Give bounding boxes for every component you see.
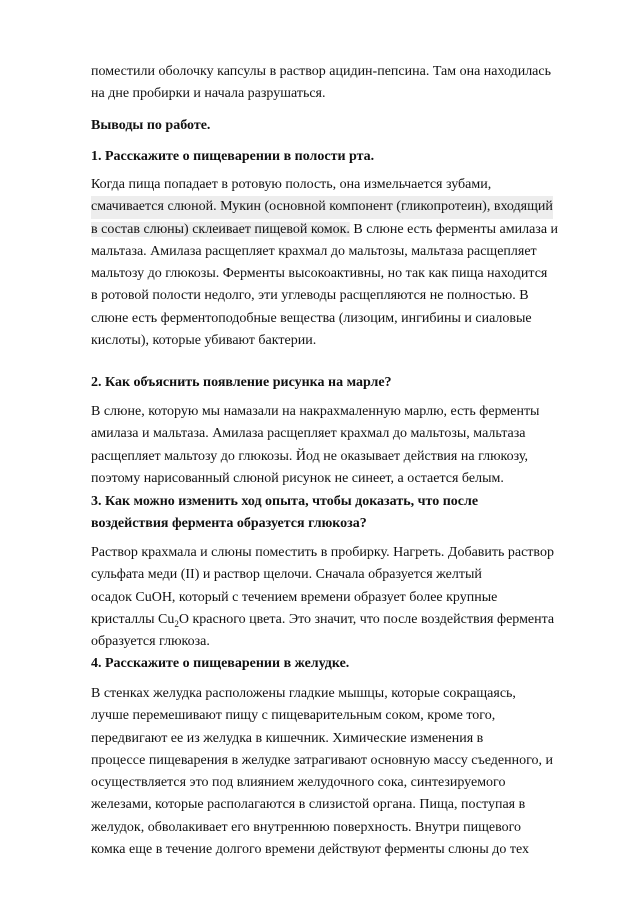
q1-line-3-highlighted-part: в состав слюны) склеивает пищевой комок. (91, 221, 350, 237)
q1-line-6: в ротовой полости недолго, эти углеводы расщепляются не полностью. В (91, 288, 529, 304)
q3-line-4 (91, 609, 601, 631)
q1-line-4: мальтаза. Амилаза расщепляет крахмал до мальтозы, мальтаза расщепляет (91, 243, 537, 259)
q4-line-2: лучше перемешивают пищу с пищеварительным соком, кроме того, (91, 708, 496, 724)
intro-paragraph (91, 61, 601, 106)
q1-line-1: Когда пища попадает в ротовую полость, она измельчается зубами, (91, 177, 492, 192)
q3-heading-line-2: воздействия фермента образуется глюкоза? (91, 516, 367, 532)
q4-line-1: В стенках желудка расположены гладкие мышцы, которые сокращаясь, (91, 686, 516, 701)
q3-line-4-b: O красного цвета. Это значит, что после воздействия фермента (178, 611, 555, 627)
q2-line-1: В слюне, которую мы намазали на накрахмаленную марлю, есть ферменты (91, 404, 540, 419)
q1-answer (91, 174, 601, 352)
q2-line-4: поэтому нарисованный слюной рисунок не синеет, а остается белым. (91, 470, 504, 486)
q3-line-3: осадок CuOH, который с течением времени образует более крупные (91, 589, 498, 605)
q3-line-4-a: кристаллы Cu (91, 611, 175, 627)
q1-heading: 1. Расскажите о пищеварении в полости рта. (91, 149, 375, 164)
q1-line-3-rest: В слюне есть ферменты амилаза и (349, 221, 559, 237)
q2-heading-block (91, 372, 601, 394)
q1-line-5: мальтозу до глюкозы. Ферменты высокоактивны, но так как пища находится (91, 266, 548, 282)
q1-line-2-highlighted: смачивается слюной. Мукин (основной компонент (гликопротеин), входящий (91, 196, 553, 218)
q1-line-8: кислоты), которые убивают бактерии. (91, 333, 317, 349)
q3-line-2: сульфата меди (II) и раствор щелочи. Сначала образуется желтый (91, 567, 482, 583)
q4-line-3: передвигают ее из желудка в кишечник. Химические изменения в (91, 730, 484, 746)
q4-line-5: осуществляется это под влиянием желудочного сока, синтезируемого (91, 775, 506, 791)
q4-answer (91, 683, 601, 861)
q4-line-6: железами, которые располагаются в слизистой органа. Пища, поступая в (91, 797, 526, 813)
q2-heading: 2. Как объяснить появление рисунка на марле? (91, 375, 392, 390)
q3-line-1: Раствор крахмала и слюны поместить в пробирку. Нагреть. Добавить раствор (91, 545, 554, 560)
q3-line-4-subscript: 2 (174, 618, 179, 629)
q3-line-5: образуется глюкоза. (91, 634, 210, 650)
q4-heading-block (91, 653, 601, 675)
q4-line-8: комка еще в течение долгого времени действуют ферменты слюны до тех (91, 842, 530, 858)
q3-heading-line-1: 3. Как можно изменить ход опыта, чтобы доказать, что после (91, 494, 479, 509)
intro-line-1: поместили оболочку капсулы в раствор ацидин-пепсина. Там она находилась (91, 64, 551, 79)
q2-answer (91, 401, 601, 490)
q2-line-2: амилаза и мальтаза. Амилаза расщепляет крахмал до мальтозы, мальтаза (91, 426, 526, 442)
conclusions-heading: Выводы по работе. (91, 118, 211, 133)
q3-heading-block (91, 491, 601, 536)
q2-line-3: расщепляет мальтозу до глюкозы. Йод не оказывает действия на глюкозу, (91, 448, 528, 464)
q1-heading-block (91, 146, 601, 168)
q4-line-4: процессе пищеварения в желудке затрагивают основную массу съеденного, и (91, 752, 553, 768)
intro-line-2: на дне пробирки и начала разрушаться. (91, 86, 326, 102)
q1-line-3 (91, 219, 601, 241)
q3-answer (91, 542, 601, 653)
conclusions-heading-block (91, 115, 601, 137)
q1-line-7: слюне есть ферментоподобные вещества (лизоцим, ингибины и сиаловые (91, 310, 532, 326)
q4-line-7: желудок, обволакивает его внутреннюю поверхность. Внутри пищевого (91, 819, 522, 835)
q4-heading: 4. Расскажите о пищеварении в желудке. (91, 656, 350, 671)
